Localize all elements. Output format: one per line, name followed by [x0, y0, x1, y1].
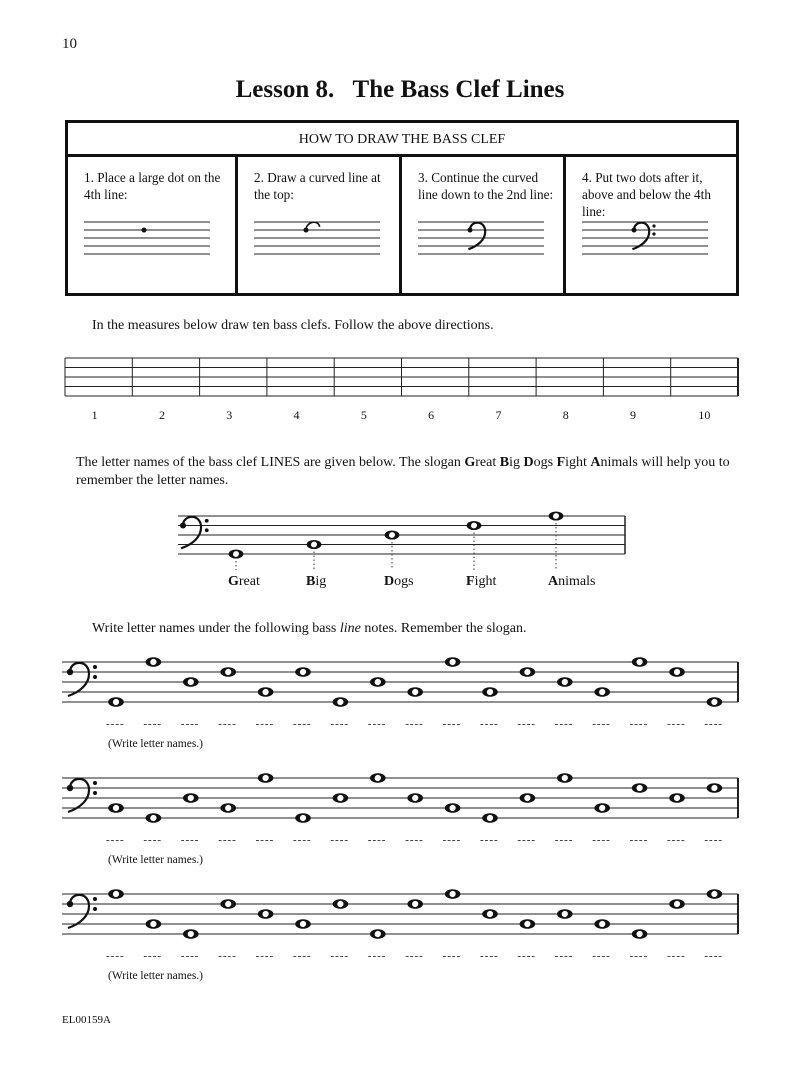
answer-blank[interactable]: ----: [255, 718, 275, 730]
whole-note: [333, 793, 349, 803]
slogan-word-initial: G: [228, 574, 239, 589]
whole-note: [258, 687, 274, 697]
whole-note: [220, 803, 236, 813]
slogan-text: The letter names of the bass clef LINES are given below. The slogan: [76, 455, 465, 470]
answer-blank[interactable]: ----: [480, 950, 499, 962]
clef-dot: [93, 781, 97, 785]
whole-note: [445, 889, 461, 899]
whole-note: [520, 919, 536, 929]
bass-clef-icon: [67, 895, 97, 928]
measure-number: 8: [562, 408, 569, 422]
whole-note: [707, 697, 723, 707]
slogan-word-rest: reat: [238, 574, 260, 589]
answer-blank[interactable]: ----: [629, 718, 649, 730]
whole-note: [594, 687, 610, 697]
answer-blank[interactable]: ----: [293, 834, 312, 846]
answer-blank[interactable]: ----: [293, 950, 312, 962]
whole-note: [407, 687, 423, 697]
instruction-text: Write letter names under the following bass: [92, 621, 340, 636]
clef-dot: [93, 665, 97, 669]
answer-blank[interactable]: ----: [180, 834, 200, 846]
answer-blank[interactable]: ----: [480, 834, 499, 846]
measure-number: 9: [630, 408, 637, 422]
answer-blank[interactable]: ----: [704, 950, 724, 962]
whole-note: [407, 793, 423, 803]
whole-note: [669, 899, 685, 909]
whole-note: [482, 909, 498, 919]
answer-blank[interactable]: ----: [106, 834, 125, 846]
answer-blank[interactable]: ----: [442, 718, 462, 730]
slogan-text: ight: [565, 455, 591, 470]
whole-note: [333, 899, 349, 909]
whole-note: [370, 773, 386, 783]
howto-header: HOW TO DRAW THE BASS CLEF: [68, 123, 736, 157]
whole-note: [482, 687, 498, 697]
measure-number: 7: [495, 408, 502, 422]
answer-blank[interactable]: ----: [629, 950, 649, 962]
whole-note: [183, 929, 199, 939]
answer-blank[interactable]: ----: [480, 718, 499, 730]
answer-blank[interactable]: ----: [255, 834, 275, 846]
answer-blank[interactable]: ----: [330, 834, 350, 846]
whole-note: [108, 697, 124, 707]
whole-note: [594, 919, 610, 929]
whole-note: [557, 909, 573, 919]
slogan-text: nimals will help you to remember the letter names.: [76, 455, 730, 488]
whole-note: [370, 929, 386, 939]
whole-note: [557, 773, 573, 783]
whole-note: [557, 677, 573, 687]
answer-blank[interactable]: ----: [367, 950, 387, 962]
measure-number: 2: [158, 408, 165, 422]
whole-note: [707, 783, 723, 793]
write-letter-names-label: (Write letter names.): [108, 854, 204, 866]
clef-curve: [68, 663, 89, 696]
answer-blank[interactable]: ----: [442, 950, 462, 962]
answer-blank[interactable]: ----: [592, 834, 611, 846]
answer-blank[interactable]: ----: [704, 718, 724, 730]
whole-note: [295, 667, 311, 677]
answer-blank[interactable]: ----: [330, 950, 350, 962]
step-text: 2. Draw a curved line at the top:: [254, 170, 381, 202]
whole-note: [669, 667, 685, 677]
whole-note: [220, 667, 236, 677]
slogan-word-rest: ig: [315, 574, 327, 589]
answer-blank[interactable]: ----: [106, 718, 125, 730]
measure-number: 6: [428, 408, 435, 422]
whole-note: [258, 909, 274, 919]
step-text: 1. Place a large dot on the 4th line:: [84, 170, 221, 202]
measure-number: 10: [698, 408, 711, 422]
clef-curve: [68, 779, 89, 812]
whole-note: [445, 657, 461, 667]
answer-blank[interactable]: ----: [405, 950, 424, 962]
answer-blank[interactable]: ----: [629, 834, 649, 846]
answer-blank[interactable]: ----: [442, 834, 462, 846]
step-text: 4. Put two dots after it, above and below the 4th line:: [582, 170, 711, 219]
answer-blank[interactable]: ----: [704, 834, 724, 846]
slogan-word-rest: ight: [474, 574, 497, 589]
slogan-word-initial: A: [548, 574, 559, 589]
bass-clef-icon: [67, 663, 97, 696]
whole-note: [520, 667, 536, 677]
answer-blank[interactable]: ----: [180, 950, 200, 962]
answer-blank[interactable]: ----: [143, 834, 163, 846]
answer-blank[interactable]: ----: [106, 950, 125, 962]
slogan-text: ig: [509, 455, 524, 470]
whole-note: [445, 803, 461, 813]
answer-blank[interactable]: ----: [330, 718, 350, 730]
clef-dot: [93, 907, 97, 911]
whole-note: [183, 677, 199, 687]
slogan-initial: A: [590, 455, 601, 470]
instruction-italic: line: [339, 621, 361, 636]
whole-note: [183, 793, 199, 803]
whole-note: [370, 677, 386, 687]
answer-blank[interactable]: ----: [218, 718, 237, 730]
slogan-text: ogs: [533, 455, 557, 470]
footer-code: EL00159A: [62, 1014, 111, 1026]
slogan-word-initial: B: [306, 574, 316, 589]
answer-blank[interactable]: ----: [143, 718, 163, 730]
slogan-initial: B: [499, 455, 510, 470]
whole-note: [669, 793, 685, 803]
whole-note: [482, 813, 498, 823]
whole-note: [220, 899, 236, 909]
answer-blank[interactable]: ----: [143, 950, 163, 962]
clef-curve: [68, 895, 89, 928]
whole-note: [295, 813, 311, 823]
answer-blank[interactable]: ----: [218, 834, 237, 846]
answer-blank[interactable]: ----: [667, 950, 686, 962]
answer-blank[interactable]: ----: [405, 718, 424, 730]
answer-blank[interactable]: ----: [517, 834, 537, 846]
whole-note: [108, 889, 124, 899]
whole-note: [146, 657, 162, 667]
measure-number: 5: [360, 408, 367, 422]
whole-note: [333, 697, 349, 707]
whole-note: [146, 813, 162, 823]
clef-dot: [93, 897, 97, 901]
measure-number: 3: [226, 408, 233, 422]
slogan-word-rest: nimals: [558, 574, 596, 589]
answer-blank[interactable]: ----: [218, 950, 237, 962]
measure-number: 4: [293, 408, 300, 422]
measure-number: 1: [91, 408, 98, 422]
clef-dot: [93, 791, 97, 795]
slogan-text: reat: [475, 455, 500, 470]
answer-blank[interactable]: ----: [255, 950, 275, 962]
answer-blank[interactable]: ----: [367, 834, 387, 846]
instruction-text: notes. Remember the slogan.: [360, 621, 527, 636]
answer-blank[interactable]: ----: [592, 718, 611, 730]
answer-blank[interactable]: ----: [554, 718, 574, 730]
slogan-initial: F: [556, 455, 566, 470]
whole-note: [108, 803, 124, 813]
answer-blank[interactable]: ----: [592, 950, 611, 962]
answer-blank[interactable]: ----: [367, 718, 387, 730]
page-number: 10: [62, 36, 77, 52]
answer-blank[interactable]: ----: [667, 834, 686, 846]
answer-blank[interactable]: ----: [667, 718, 686, 730]
whole-note: [707, 889, 723, 899]
whole-note: [146, 919, 162, 929]
slogan-word-initial: D: [384, 574, 395, 589]
bass-clef-icon: [67, 779, 97, 812]
whole-note: [594, 803, 610, 813]
slogan-word-rest: ogs: [394, 574, 414, 589]
whole-note: [258, 773, 274, 783]
whole-note: [295, 919, 311, 929]
whole-note: [632, 929, 648, 939]
answer-blank[interactable]: ----: [554, 834, 574, 846]
write-letter-names-label: (Write letter names.): [108, 738, 204, 750]
answer-blank[interactable]: ----: [517, 950, 537, 962]
slogan-initial: D: [523, 455, 534, 470]
whole-note: [407, 899, 423, 909]
answer-blank[interactable]: ----: [405, 834, 424, 846]
answer-blank[interactable]: ----: [517, 718, 537, 730]
answer-blank[interactable]: ----: [293, 718, 312, 730]
whole-note: [632, 657, 648, 667]
answer-blank[interactable]: ----: [554, 950, 574, 962]
measures-instruction: In the measures below draw ten bass clefs. Follow the above directions.: [92, 318, 494, 333]
whole-note: [520, 793, 536, 803]
slogan-word-initial: F: [466, 574, 475, 589]
step-text: 3. Continue the curved line down to the 2nd line:: [418, 170, 554, 202]
slogan-initial: G: [464, 455, 476, 470]
clef-dot: [93, 675, 97, 679]
answer-blank[interactable]: ----: [180, 718, 200, 730]
write-letter-names-label: (Write letter names.): [108, 970, 204, 982]
lesson-title: Lesson 8. The Bass Clef Lines: [235, 76, 565, 103]
whole-note: [632, 783, 648, 793]
